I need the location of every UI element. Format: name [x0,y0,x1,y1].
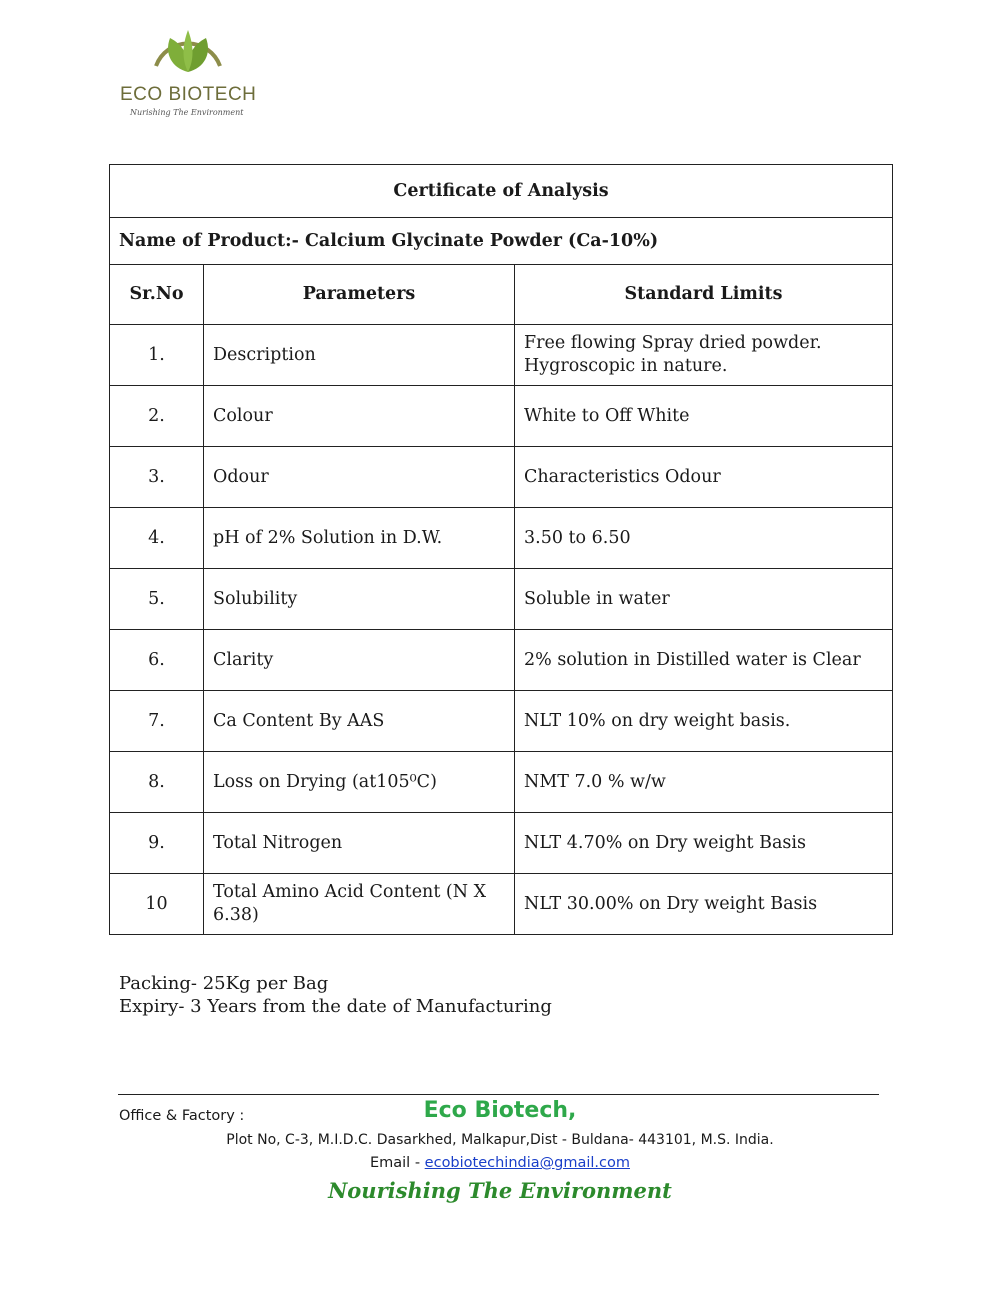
logo-name: ECO BIOTECH [120,84,257,105]
parameter-cell: pH of 2% Solution in D.W. [204,508,515,569]
table-row [110,447,893,508]
sr-no-cell: 5. [110,569,204,630]
sr-no-cell: 10 [110,874,204,935]
analysis-table [109,164,893,935]
table-row [110,630,893,691]
limit-cell: Free flowing Spray dried powder. Hygroscopic in nature. [515,325,893,386]
parameter-cell: Colour [204,386,515,447]
table-row [110,874,893,935]
company-name [0,1098,1000,1123]
sr-no-cell: 4. [110,508,204,569]
table-row [110,691,893,752]
table-row [110,813,893,874]
leaf-logo-icon [148,22,228,84]
office-label: Office & Factory : [119,1108,245,1124]
header-parameters: Parameters [204,265,515,325]
limit-cell: Characteristics Odour [515,447,893,508]
company-logo [112,22,272,122]
parameter-cell: Ca Content By AAS [204,691,515,752]
table-row [110,325,893,386]
sr-no-cell: 2. [110,386,204,447]
limit-cell: White to Off White [515,386,893,447]
parameter-cell: Total Nitrogen [204,813,515,874]
expiry-text: Expiry- 3 Years from the date of Manufacturing [119,996,552,1017]
document-title: Certificate of Analysis [110,165,893,218]
table-row [110,508,893,569]
footer-divider [118,1094,879,1095]
sr-no-cell: 7. [110,691,204,752]
sr-no-cell: 9. [110,813,204,874]
parameter-cell: Description [204,325,515,386]
sr-no-cell: 8. [110,752,204,813]
packing-notes [119,972,552,1018]
sr-no-cell: 6. [110,630,204,691]
sr-no-cell: 3. [110,447,204,508]
parameter-cell: Solubility [204,569,515,630]
limit-cell: 2% solution in Distilled water is Clear [515,630,893,691]
parameter-cell: Loss on Drying (at105⁰C) [204,752,515,813]
parameter-cell: Clarity [204,630,515,691]
parameter-cell: Odour [204,447,515,508]
table-row [110,569,893,630]
limit-cell: NLT 30.00% on Dry weight Basis [515,874,893,935]
limit-cell: 3.50 to 6.50 [515,508,893,569]
product-row [110,218,893,265]
limit-cell: Soluble in water [515,569,893,630]
header-row [110,265,893,325]
footer-tagline: Nourishing The Environment [328,1178,672,1203]
table-row [110,386,893,447]
header-sr-no: Sr.No [110,265,204,325]
header-standard-limits: Standard Limits [515,265,893,325]
email-line [0,1155,1000,1171]
limit-cell: NLT 10% on dry weight basis. [515,691,893,752]
product-name: Name of Product:- Calcium Glycinate Powder (Ca-10%) [110,218,893,265]
logo-tagline: Nurishing The Environment [130,108,244,117]
email-link[interactable]: ecobiotechindia@gmail.com [424,1155,630,1171]
parameter-cell: Total Amino Acid Content (N X 6.38) [204,874,515,935]
limit-cell: NLT 4.70% on Dry weight Basis [515,813,893,874]
email-label: Email - [369,1155,425,1171]
company-address: Plot No, C-3, M.I.D.C. Dasarkhed, Malkapur,Dist - Buldana- 443101, M.S. India. [226,1132,774,1148]
packing-text: Packing- 25Kg per Bag [119,973,329,994]
sr-no-cell: 1. [110,325,204,386]
table-row [110,752,893,813]
company-name-text: Eco Biotech, [423,1098,577,1123]
title-row [110,165,893,218]
limit-cell: NMT 7.0 % w/w [515,752,893,813]
